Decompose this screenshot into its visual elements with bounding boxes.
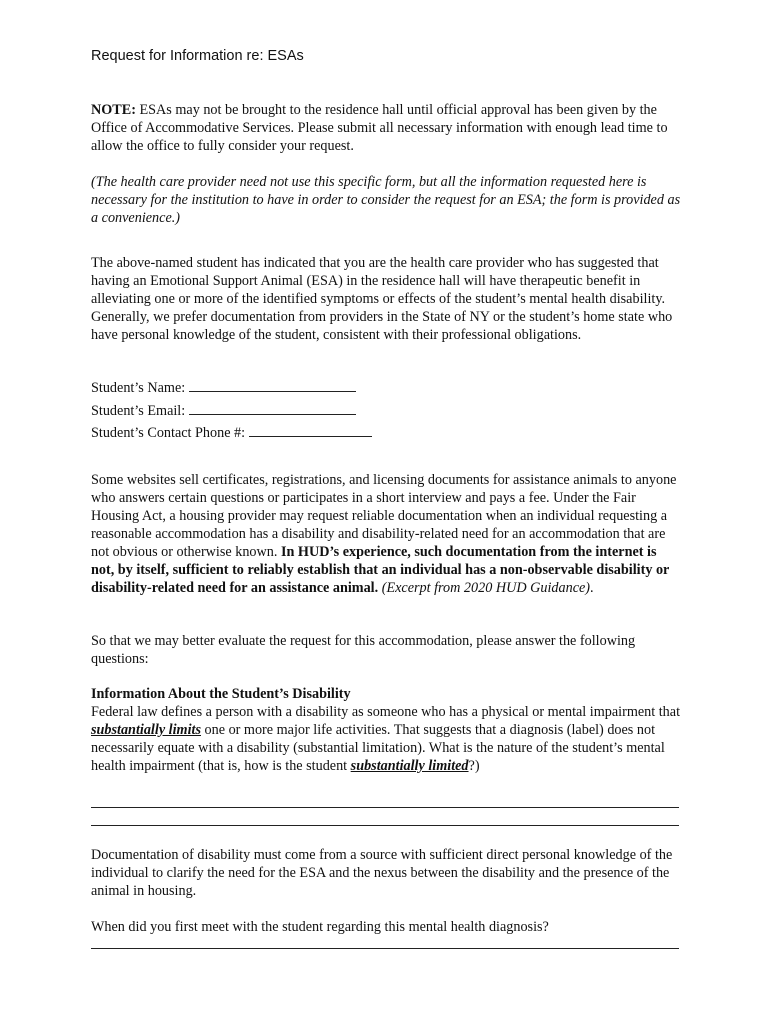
student-email-label: Student’s Email:: [91, 402, 186, 419]
substantially-limits-emphasis: substantially limits: [91, 722, 201, 738]
student-fields: [91, 377, 681, 445]
hud-paragraph: [91, 471, 681, 597]
answer-line-1[interactable]: [91, 807, 679, 808]
disability-text-part3: ?): [468, 758, 480, 774]
documentation-paragraph: Documentation of disability must come from a source with sufficient direct personal knowledge of the individual to clarify the need for the ESA and the nexus between the disability and the presence of the animal in housing.: [91, 847, 673, 899]
student-name-label: Student’s Name:: [91, 380, 186, 396]
student-email-blank[interactable]: [189, 402, 356, 415]
disability-heading: Information About the Student’s Disability: [91, 686, 351, 702]
note-paragraph: [91, 101, 681, 155]
note-label: NOTE:: [91, 102, 136, 118]
first-meet-question: When did you first meet with the student regarding this mental health diagnosis?: [91, 919, 549, 935]
hud-bold-text: In HUD’s experience, such documentation from the internet is not, by itself, sufficient to reliably establish that an individual has a non-observable disability or disability-related need for an assistance animal.: [91, 544, 670, 596]
student-name-row: [91, 377, 681, 400]
disability-section: [91, 685, 681, 775]
note-text: ESAs may not be brought to the residence hall until official approval has been given by the Office of Accommodative Services. Please submit all necessary information with enough lead time to allow the office to fully consider your request.: [91, 102, 668, 154]
disability-text-part2: one or more major life activities. That suggests that a diagnosis (label) does not necessarily equate with a disability (substantial limitation). What is the nature of the student’s mental health impairment (that is, how is the student: [91, 722, 665, 774]
substantially-limited-emphasis: substantially limited: [350, 758, 469, 774]
disability-answer-lines[interactable]: [91, 807, 681, 826]
page-title: Request for Information re: ESAs: [91, 48, 304, 64]
answer-line-2[interactable]: [91, 825, 679, 826]
disability-text: [91, 703, 681, 775]
answer-line-3[interactable]: [91, 948, 679, 949]
intro-paragraph: The above-named student has indicated that you are the health care provider who has suggested that having an Emotional Support Animal (ESA) in the residence hall will have therapeutic benefit in alleviating one or more of the identified symptoms or effects of the student’s mental health disability. Generally, we prefer documentation from providers in the State of NY or the student’s home state who have personal knowledge of the student, consistent with their professional obligations.: [91, 255, 673, 343]
evaluate-paragraph: So that we may better evaluate the request for this accommodation, please answer the following questions:: [91, 633, 636, 667]
disability-text-part1: Federal law defines a person with a disability as someone who has a physical or mental impairment that: [91, 704, 681, 720]
student-name-blank[interactable]: [189, 379, 356, 392]
hud-citation: (Excerpt from 2020 HUD Guidance): [378, 580, 591, 596]
student-email-row: [91, 400, 681, 423]
student-phone-label: Student’s Contact Phone #:: [91, 425, 246, 441]
hud-text: Some websites sell certificates, registrations, and licensing documents for assistance animals to anyone who answers certain questions or participates in a short interview and pays a fee. Under the Fair Housing Act, a housing provider may request reliable documentation when an individual requesting a reasonable accommodation has a disability and disability-related need for an accommodation that are not obvious or otherwise known.: [91, 472, 677, 560]
hud-end: .: [590, 580, 594, 596]
first-meet-answer[interactable]: [91, 948, 681, 949]
student-phone-blank[interactable]: [249, 424, 372, 437]
disclaimer-paragraph: (The health care provider need not use this specific form, but all the information requested here is necessary for the institution to have in order to consider the request for an ESA; the form is provided as a convenience.): [91, 174, 681, 226]
student-phone-row: [91, 422, 681, 445]
